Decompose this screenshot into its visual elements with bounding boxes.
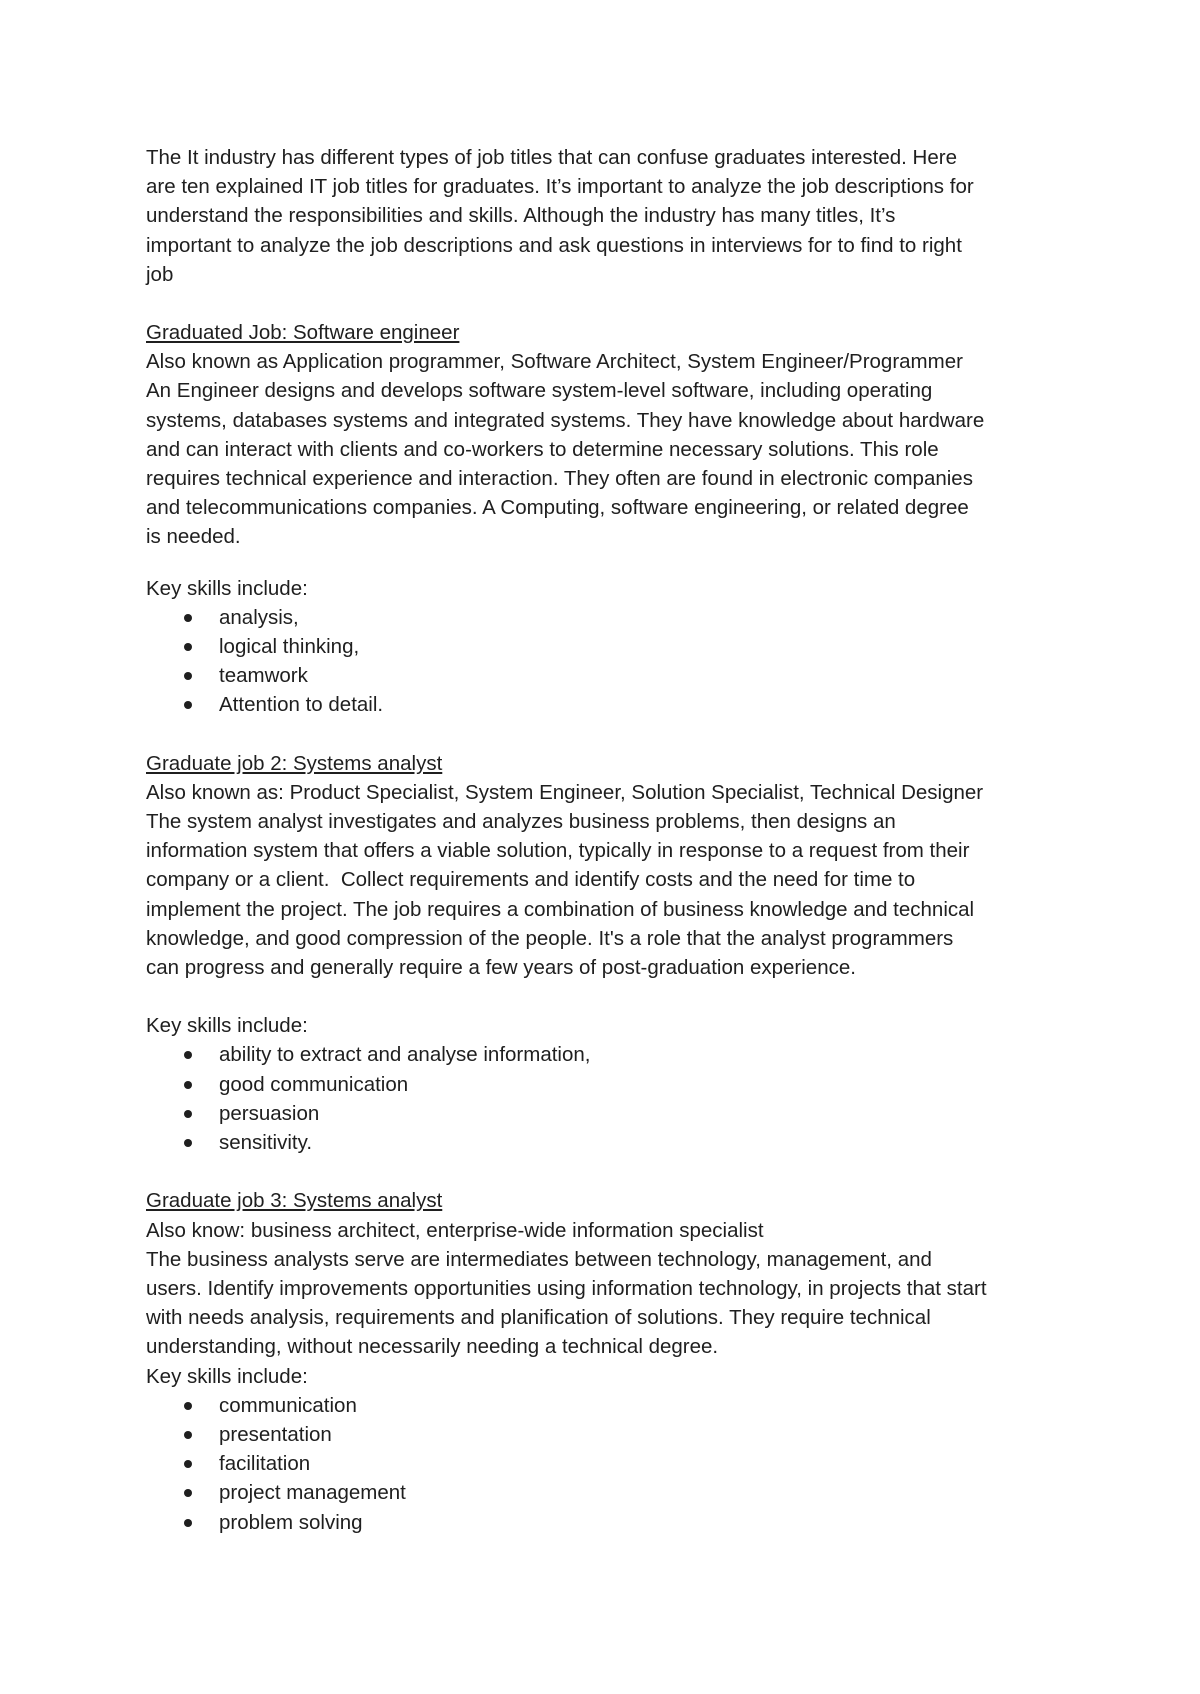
skill-text: facilitation bbox=[219, 1452, 311, 1476]
skill-item bbox=[146, 632, 1076, 661]
skill-item bbox=[146, 661, 1076, 690]
description-line: and telecommunications companies. A Computing, software engineering, or related degree bbox=[146, 496, 969, 520]
description-line: and can interact with clients and co-workers to determine necessary solutions. This role bbox=[146, 437, 939, 461]
document-body bbox=[146, 143, 1076, 1537]
description-line: Also known as: Product Specialist, System Engineer, Solution Specialist, Technical Designer bbox=[146, 780, 984, 804]
skill-text: logical thinking, bbox=[219, 635, 360, 659]
bullet-icon bbox=[184, 1081, 192, 1089]
description-line: requires technical experience and interaction. They often are found in electronic companies bbox=[146, 467, 973, 491]
bullet-icon bbox=[184, 701, 192, 709]
description-line: implement the project. The job requires a combination of business knowledge and technical bbox=[146, 897, 975, 921]
skill-item bbox=[146, 1099, 1076, 1128]
description-line: can progress and generally require a few years of post-graduation experience. bbox=[146, 956, 856, 980]
bullet-icon bbox=[184, 1460, 192, 1468]
description-line: An Engineer designs and develops software system-level software, including operating bbox=[146, 379, 933, 403]
description-line: with needs analysis, requirements and planification of solutions. They require technical bbox=[146, 1306, 931, 1330]
skill-text: persuasion bbox=[219, 1101, 320, 1125]
skills-label: Key skills include: bbox=[146, 576, 308, 600]
skill-text: communication bbox=[219, 1393, 357, 1417]
skill-text: analysis, bbox=[219, 605, 299, 629]
description-line: is needed. bbox=[146, 525, 241, 549]
description-line: knowledge, and good compression of the people. It's a role that the analyst programmers bbox=[146, 926, 954, 950]
skill-item bbox=[146, 1420, 1076, 1449]
skill-text: problem solving bbox=[219, 1510, 363, 1534]
bullet-icon bbox=[184, 672, 192, 680]
skill-item bbox=[146, 1449, 1076, 1478]
skill-item bbox=[146, 690, 1076, 719]
job-heading: Graduated Job: Software engineer bbox=[146, 321, 460, 345]
description-line: The business analysts serve are intermediates between technology, management, and bbox=[146, 1247, 932, 1271]
skill-text: ability to extract and analyse information, bbox=[219, 1043, 591, 1067]
skill-text: Attention to detail. bbox=[219, 693, 384, 717]
skill-text: sensitivity. bbox=[219, 1131, 313, 1155]
skill-text: teamwork bbox=[219, 664, 308, 688]
bullet-icon bbox=[184, 1402, 192, 1410]
description-line: company or a client. Collect requirements and identify costs and the need for time to bbox=[146, 868, 916, 892]
intro-line: are ten explained IT job titles for graduates. It’s important to analyze the job descriptions for bbox=[146, 175, 974, 199]
skill-text: good communication bbox=[219, 1072, 409, 1096]
skill-item bbox=[146, 603, 1076, 632]
bullet-icon bbox=[184, 1139, 192, 1147]
bullet-icon bbox=[184, 614, 192, 622]
skills-list bbox=[146, 603, 1076, 720]
job-section-systems-analyst bbox=[146, 749, 1076, 1158]
bullet-icon bbox=[184, 1110, 192, 1118]
description-line: The system analyst investigates and analyzes business problems, then designs an bbox=[146, 810, 896, 834]
skill-item bbox=[146, 1391, 1076, 1420]
bullet-icon bbox=[184, 1051, 192, 1059]
job-description bbox=[146, 347, 1076, 551]
bullet-icon bbox=[184, 1519, 192, 1527]
skill-item bbox=[146, 1508, 1076, 1537]
job-heading: Graduate job 3: Systems analyst bbox=[146, 1189, 443, 1213]
description-line: users. Identify improvements opportunities using information technology, in projects that start bbox=[146, 1276, 987, 1300]
bullet-icon bbox=[184, 1431, 192, 1439]
description-line: understanding, without necessarily needing a technical degree. bbox=[146, 1335, 719, 1359]
skill-item bbox=[146, 1478, 1076, 1507]
description-line: information system that offers a viable solution, typically in response to a request from their bbox=[146, 839, 970, 863]
intro-line: important to analyze the job descriptions and ask questions in interviews for to find to right bbox=[146, 233, 962, 257]
skills-label: Key skills include: bbox=[146, 1364, 308, 1388]
job-section-business-analyst bbox=[146, 1186, 1076, 1536]
description-line: Also known as Application programmer, Software Architect, System Engineer/Programmer bbox=[146, 350, 963, 374]
description-line: Also know: business architect, enterprise-wide information specialist bbox=[146, 1218, 764, 1242]
intro-line: understand the responsibilities and skills. Although the industry has many titles, It’s bbox=[146, 204, 896, 228]
skills-list bbox=[146, 1040, 1076, 1157]
skill-item bbox=[146, 1128, 1076, 1157]
skill-text: project management bbox=[219, 1481, 406, 1505]
bullet-icon bbox=[184, 1489, 192, 1497]
job-description bbox=[146, 1216, 1076, 1362]
intro-line: job bbox=[146, 262, 174, 286]
skills-list bbox=[146, 1391, 1076, 1537]
description-line: systems, databases systems and integrated systems. They have knowledge about hardware bbox=[146, 408, 985, 432]
skill-item bbox=[146, 1040, 1076, 1069]
job-section-software-engineer bbox=[146, 318, 1076, 720]
bullet-icon bbox=[184, 643, 192, 651]
skills-label: Key skills include: bbox=[146, 1014, 308, 1038]
intro-paragraph bbox=[146, 143, 1076, 289]
skill-text: presentation bbox=[219, 1422, 332, 1446]
job-description bbox=[146, 778, 1076, 982]
intro-line: The It industry has different types of job titles that can confuse graduates interested. Here bbox=[146, 146, 957, 169]
job-heading: Graduate job 2: Systems analyst bbox=[146, 751, 443, 775]
skill-item bbox=[146, 1070, 1076, 1099]
